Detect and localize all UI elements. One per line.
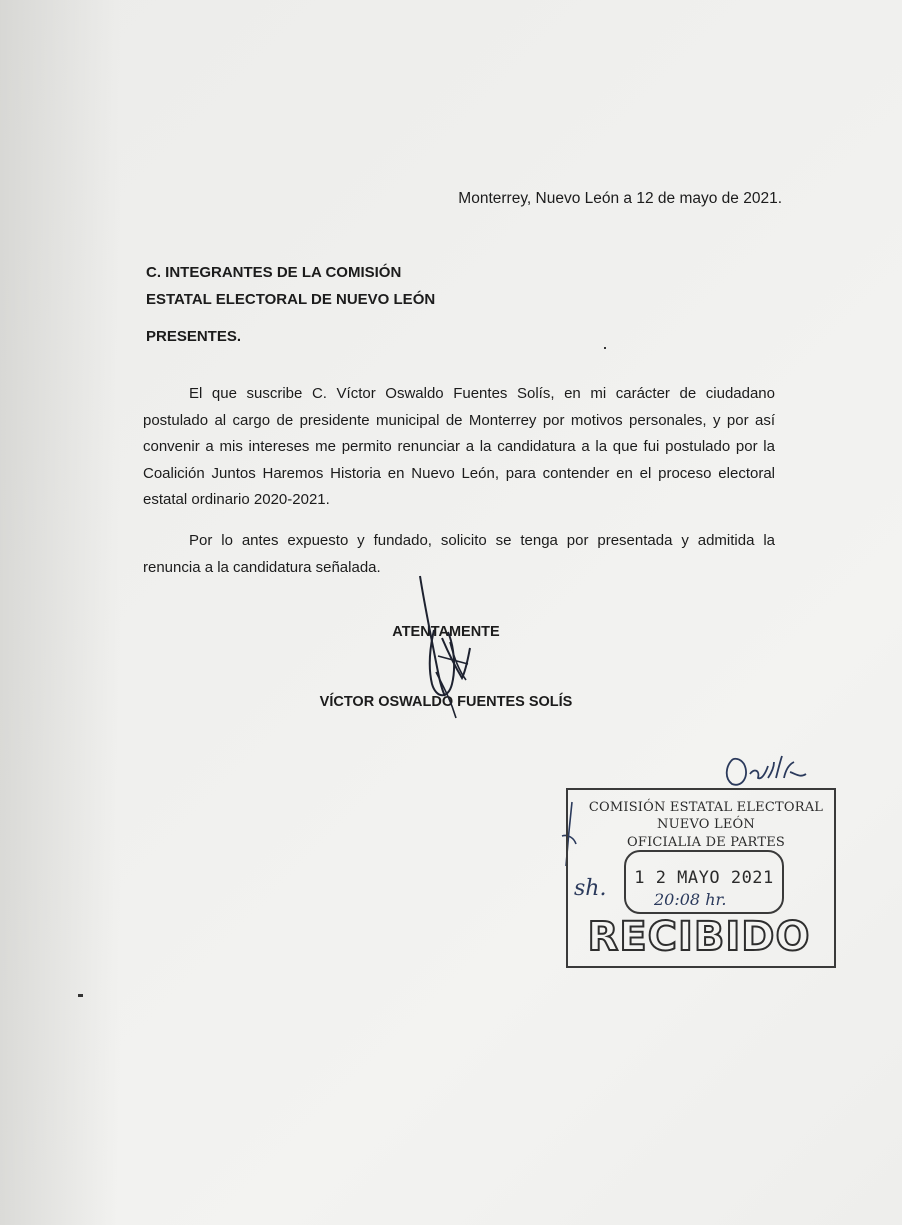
ink-speck xyxy=(78,994,83,997)
stamp-line-3: OFICIALIA DE PARTES xyxy=(627,835,785,850)
closing: ATENTAMENTE xyxy=(392,624,500,640)
addressee xyxy=(146,259,435,313)
body-paragraph-1: El que suscribe C. Víctor Oswaldo Fuentes Solís, en mi carácter de ciudadano postulado al cargo de presidente municipal de Monterrey por motivos personales, y por así convenir a mis intereses me permito renunciar a la candidatura a la que fui postulado por la Coalición Juntos Haremos Historia en Nuevo León, para contender en el proceso electoral estatal ordinario 2020-2021. xyxy=(143,385,775,508)
date-line: Monterrey, Nuevo León a 12 de mayo de 2021. xyxy=(458,190,782,207)
signer-name: VÍCTOR OSWALDO FUENTES SOLÍS xyxy=(319,694,573,710)
handwritten-signature xyxy=(390,572,500,722)
stamp-line-2: NUEVO LEÓN xyxy=(657,817,755,832)
handwritten-initials: sh. xyxy=(574,876,607,901)
greeting: PRESENTES. xyxy=(146,328,242,345)
received-label-box xyxy=(572,914,826,960)
addressee-line-1: C. INTEGRANTES DE LA COMISIÓN xyxy=(146,264,402,281)
handwritten-time: 20:08 hr. xyxy=(654,890,727,909)
stamp-line-1: COMISIÓN ESTATAL ELECTORAL xyxy=(588,800,824,815)
ink-speck xyxy=(604,347,606,349)
received-label: RECIBIDO xyxy=(587,914,811,960)
addressee-line-2: ESTATAL ELECTORAL DE NUEVO LEÓN xyxy=(146,291,436,308)
reception-stamp xyxy=(566,788,836,968)
stamp-signature xyxy=(716,752,828,792)
stamp-date: 1 2 MAYO 2021 xyxy=(634,868,774,888)
body-paragraph-2: Por lo antes expuesto y fundado, solicito se tenga por presentada y admitida la renuncia a la candidatura señalada. xyxy=(143,532,775,576)
